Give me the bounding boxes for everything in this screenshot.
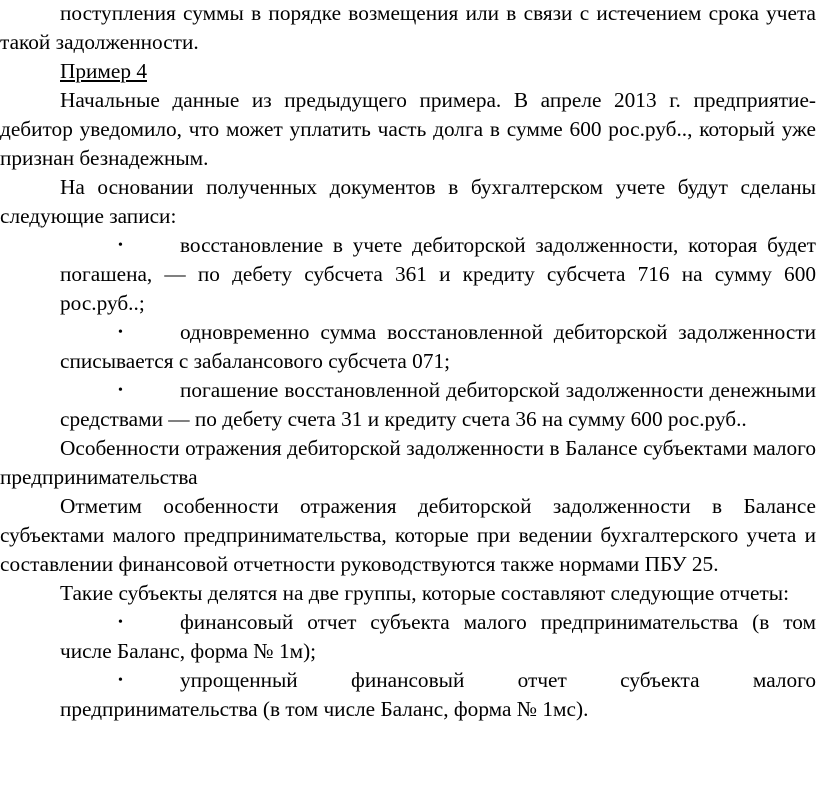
bullet-icon: • xyxy=(118,383,123,398)
paragraph-records-intro xyxy=(0,173,816,231)
list-item-text: восстановление в учете дебиторской задолженности, которая будет погашена, — по дебету субсчета 361 и кредиту субсчета 716 на сумму 600 рос.руб..; xyxy=(60,233,816,315)
paragraph-groups xyxy=(0,579,816,608)
paragraph-continuation xyxy=(0,0,816,57)
paragraph-text: поступления суммы в порядке возмещения или в связи с истечением срока учета такой задолженности. xyxy=(0,1,816,54)
bullet-icon: • xyxy=(118,673,123,688)
bullet-icon: • xyxy=(118,615,123,630)
list-item xyxy=(60,666,816,724)
section-heading-text: Особенности отражения дебиторской задолженности в Балансе субъектами малого предпринимательства xyxy=(0,436,816,489)
paragraph-text: Такие субъекты делятся на две группы, которые составляют следующие отчеты: xyxy=(60,581,790,605)
list-item-text: погашение восстановленной дебиторской задолженности денежными средствами — по дебету счета 31 и кредиту счета 36 на сумму 600 рос.руб.. xyxy=(60,378,816,431)
list-item xyxy=(60,608,816,666)
list-item xyxy=(60,231,816,318)
example-heading-text: Пример 4 xyxy=(60,59,147,83)
list-item xyxy=(60,376,816,434)
list-item-text: одновременно сумма восстановленной дебиторской задолженности списывается с забалансового субсчета 071; xyxy=(60,320,816,373)
paragraph-text: Начальные данные из предыдущего примера. В апреле 2013 г. предприятие-дебитор уведомило, что может уплатить часть долга в сумме 600 рос.руб.., который уже признан безнадежным. xyxy=(0,88,816,170)
list-item-text: упрощенный финансовый отчет субъекта малого предпринимательства (в том числе Баланс, форма № 1мс). xyxy=(60,668,816,721)
list-item-text: финансовый отчет субъекта малого предпринимательства (в том числе Баланс, форма № 1м); xyxy=(60,610,816,663)
paragraph-text: Отметим особенности отражения дебиторской задолженности в Балансе субъектами малого предпринимательства, которые при ведении бухгалтерского учета и составлении финансовой отчетности руководствуются также нормами ПБУ 25. xyxy=(0,494,816,576)
paragraph-text: На основании полученных документов в бухгалтерском учете будут сделаны следующие записи: xyxy=(0,175,816,228)
bullet-icon: • xyxy=(118,238,123,253)
bullet-icon: • xyxy=(118,325,123,340)
paragraph-features xyxy=(0,492,816,579)
example-heading xyxy=(0,57,816,86)
section-heading xyxy=(0,434,816,492)
list-item xyxy=(60,318,816,376)
paragraph-initial-data xyxy=(0,86,816,173)
